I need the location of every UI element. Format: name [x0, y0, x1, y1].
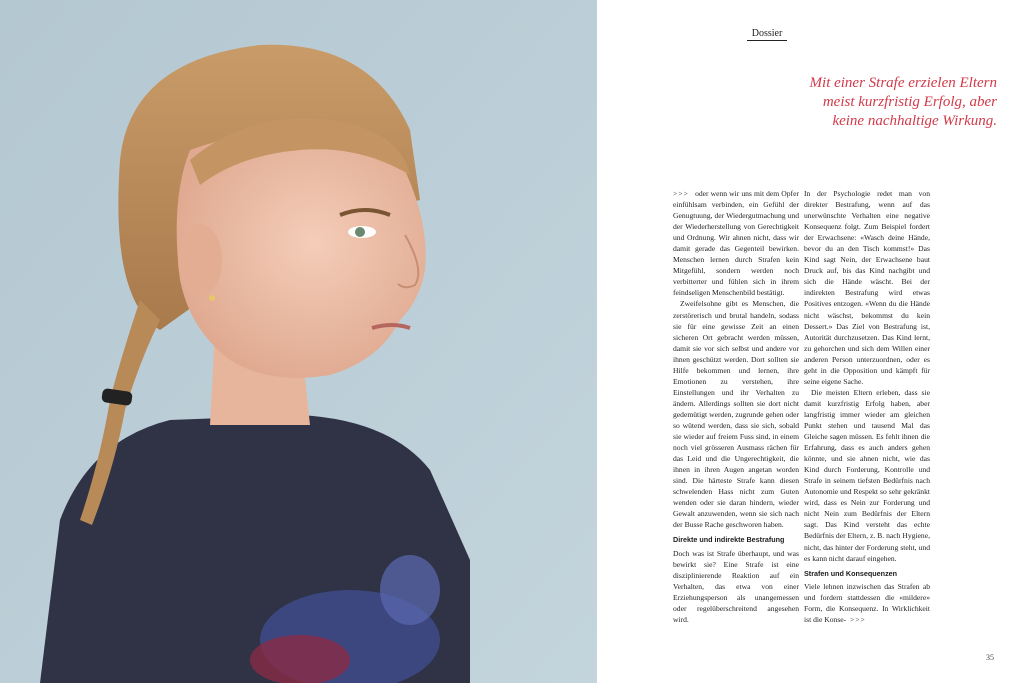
paragraph-text: Viele lehnen inzwischen das Strafen ab und fordern stattdessen die «mildere» Form, die Konsequenz. In Wirklichkeit ist die Konse-: [804, 581, 930, 624]
subheading: Direkte und indirekte Bestrafung: [673, 535, 785, 545]
paragraph: [673, 188, 799, 298]
page-number: 35: [986, 653, 994, 662]
continuation-marker: >>>: [849, 614, 866, 624]
paragraph: Doch was ist Strafe überhaupt, und was bewirkt sie? Eine Strafe ist eine disziplinierende Reaktion auf ein Verhalten, das etwa von einer Erziehungsperson als unangemessen oder regelüberschreitend angesehen wird.: [673, 548, 799, 624]
text-column-2: [804, 188, 930, 625]
pull-quote: Mit einer Strafe erzielen Eltern meist kurzfristig Erfolg, aber keine nachhaltige Wirkung.: [809, 75, 997, 129]
section-label: Dossier: [747, 28, 787, 41]
paragraph: In der Psychologie redet man von direkter Bestrafung, wenn auf das unerwünschte Verhalten eine negative Konsequenz folgt. Zum Beispiel fordert der Erwachsene: «Wasch deine Hände, bevor du an den Tisch kommst!» Das Kind sagt Nein, der Erwachsene baut Druck auf, bis das Kind nachgibt und sich die Hände wäscht. Bei der indirekten Bestrafung wird etwas Positives entzogen. «Wenn du die Hände nicht wäschst, bekommst du kein Dessert.» Das Ziel von Bestrafung ist, Autorität durchzusetzen. Das Kind lernt, zu gehorchen und sich dem Willen einer anderen Person unterzuordnen, oder es geht in die Opposition und kämpft für seine eigene Sache.: [804, 189, 930, 386]
text-column-1: [673, 188, 799, 625]
continuation-marker: >>>: [673, 189, 689, 198]
paragraph: [804, 581, 930, 625]
paragraph: Zweifelsohne gibt es Menschen, die zerstörerisch und brutal handeln, sodass sie für eine gewisse Zeit an einen sicheren Ort gebracht werden müssen, damit sie vor sich selbst und andere vor ihnen geschützt werden. Dort sollten sie Hilfe bekommen und lernen, ihre Emotionen zu verstehen, ihre Einstellungen und ihr Verhalten zu ändern. Allerdings sollten sie dort nicht gedemütigt werden, zugrunde gehen oder so wütend werden, dass sie sich, sobald sie wieder auf freiem Fuss sind, in einem noch viel grösseren Ausmass rächen für das Leid und die Ungerechtigkeit, die ihnen in ihren Augen angetan worden sind. Die härteste Strafe kann diesen schwelenden Hass nicht zum Guten wenden oder sie daran hindern, wieder Gewalt anzuwenden, wenn sie sich nach der Busse Rache geschworen haben.: [673, 299, 799, 530]
article-page: [597, 0, 1024, 683]
subheading: Strafen und Konsequenzen: [804, 568, 898, 578]
paragraph: Die meisten Eltern erleben, dass sie damit kurzfristig Erfolg haben, aber langfristig immer wieder am gleichen Punkt stehen und tausend Mal das Gleiche sagen müssen. Es fehlt ihnen die Erfahrung, dass es auch anders gehen könnte, und sie ahnen nicht, wie das Kind durch Forderung, Kontrolle und Strafe in seinem tiefsten Bedürfnis nach Autonomie und Respekt so sehr gekränkt wird, dass es Nein zur Forderung und nicht Nein zum Bedürfnis der Eltern sagt. Das Kind versteht das echte Bedürfnis der Eltern, z. B. nach Hygiene, nicht, das hinter der Forderung steht, und es kann nicht darauf eingehen.: [804, 387, 930, 563]
paragraph-text: oder wenn wir uns mit dem Opfer einfühlsam verbinden, ein Gefühl der Genugtuung, der Wiedergutmachung und der Wiederherstellung von Gerechtigkeit und Ordnung. Wir ahnen nicht, dass wir damit gerade das Gegenteil bewirken. Menschen lernen durch Strafen kein Mitgefühl, sondern werden noch verbitterter und fühlen sich in ihrem feindseligen Menschenbild bestätigt.: [673, 189, 799, 298]
